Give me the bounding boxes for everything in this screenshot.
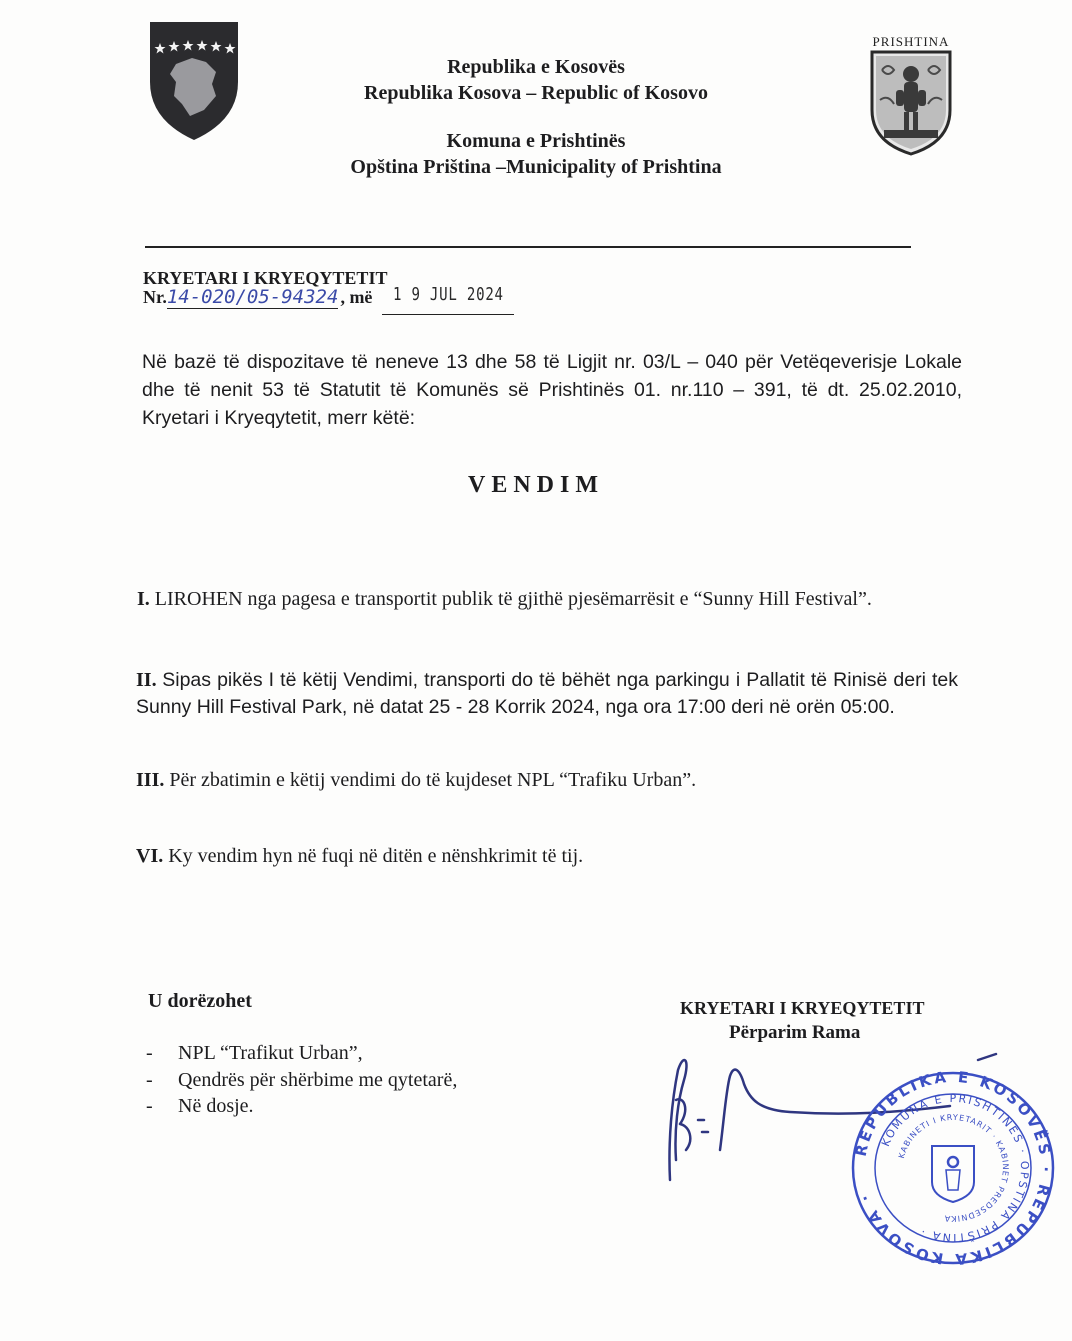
list-bullet: - [146, 1069, 153, 1091]
reference-office: KRYETARI I KRYEQYTETIT [143, 268, 388, 288]
decision-item-2 [136, 667, 958, 721]
prishtina-emblem-label: PRISHTINA [872, 34, 950, 49]
item-3-text: Për zbatimin e këtij vendimi do të kujdeset NPL “Trafiku Urban”. [169, 769, 697, 791]
kosovo-coat-of-arms [146, 20, 242, 142]
list-item-text: Në dosje. [178, 1095, 254, 1117]
item-1-number: I. [137, 588, 150, 610]
intro-paragraph: Në bazë të dispozitave të neneve 13 dhe 58 të Ligjit nr. 03/L – 040 për Vetëqeverisje Lokale dhe të nenit 53 të Statutit të Komunës së Prishtinës 01. nr.110 – 391, të dt. 25.02.2010, Kryetari i Kryeqytetit, merr këtë: [142, 351, 962, 429]
reference-number-line [143, 286, 372, 309]
header-republic-multilingual: Republika Kosova – Republic of Kosovo [364, 82, 708, 104]
delivered-list-item [146, 1095, 254, 1118]
reference-nr-value: 14-020/05-94324 [166, 286, 339, 308]
stamp-outer-text: REPUBLIKA E KOSOVËS · REPUBLIKA KOSOVA · [851, 1070, 1056, 1266]
document-title: VENDIM [468, 472, 604, 498]
reference-date-underline [382, 314, 514, 315]
list-bullet: - [146, 1095, 153, 1117]
header-municipality-albanian: Komuna e Prishtinës [446, 130, 626, 152]
item-1-text: LIROHEN nga pagesa e transportit publik të gjithë pjesëmarrësit e “Sunny Hill Festival”. [154, 588, 872, 610]
decision-item-1 [137, 586, 959, 613]
item-2-number: II. [136, 669, 157, 691]
delivered-list-item [146, 1069, 457, 1092]
signature-name: Përparim Rama [729, 1022, 861, 1043]
delivered-heading: U dorëzohet [148, 990, 252, 1012]
delivered-list-item [146, 1042, 363, 1065]
list-item-text: Qendrës për shërbime me qytetarë, [178, 1069, 458, 1091]
reference-date-label: , më [340, 287, 373, 307]
item-2-text: Sipas pikës I të këtij Vendimi, transporti do të bëhët nga parkingu i Pallatit të Rinisë deri tek Sunny Hill Festival Park, në datat 25 - 28 Korrik 2024, nga ora 17:00 deri në orën 05:00. [136, 669, 959, 718]
decision-item-4 [136, 843, 958, 870]
item-4-text: Ky vendim hyn në fuqi në ditën e nënshkrimit të tij. [168, 845, 584, 867]
signature-title: KRYETARI I KRYEQYTETIT [680, 998, 925, 1018]
item-4-number: VI. [136, 845, 164, 867]
list-item-text: NPL “Trafikut Urban”, [178, 1042, 363, 1064]
item-3-number: III. [136, 769, 165, 791]
stamp-center-text: KABINETI I KRYETARIT · KABINET PREDSEDNIKA [897, 1112, 1011, 1224]
header-republic-albanian: Republika e Kosovës [447, 56, 625, 78]
stamp-inner-text: KOMUNA E PRISHTINËS · OPŠTINA PRIŠTINA · [879, 1091, 1032, 1245]
official-stamp [848, 1070, 1058, 1266]
header-municipality-multilingual: Opština Priština –Municipality of Prishtina [350, 156, 722, 178]
reference-date-stamp: 1 9 JUL 2024 [393, 284, 504, 305]
reference-nr-label: Nr. [143, 287, 167, 307]
header-divider [145, 246, 911, 248]
list-bullet: - [146, 1042, 153, 1064]
decision-item-3 [136, 767, 958, 794]
